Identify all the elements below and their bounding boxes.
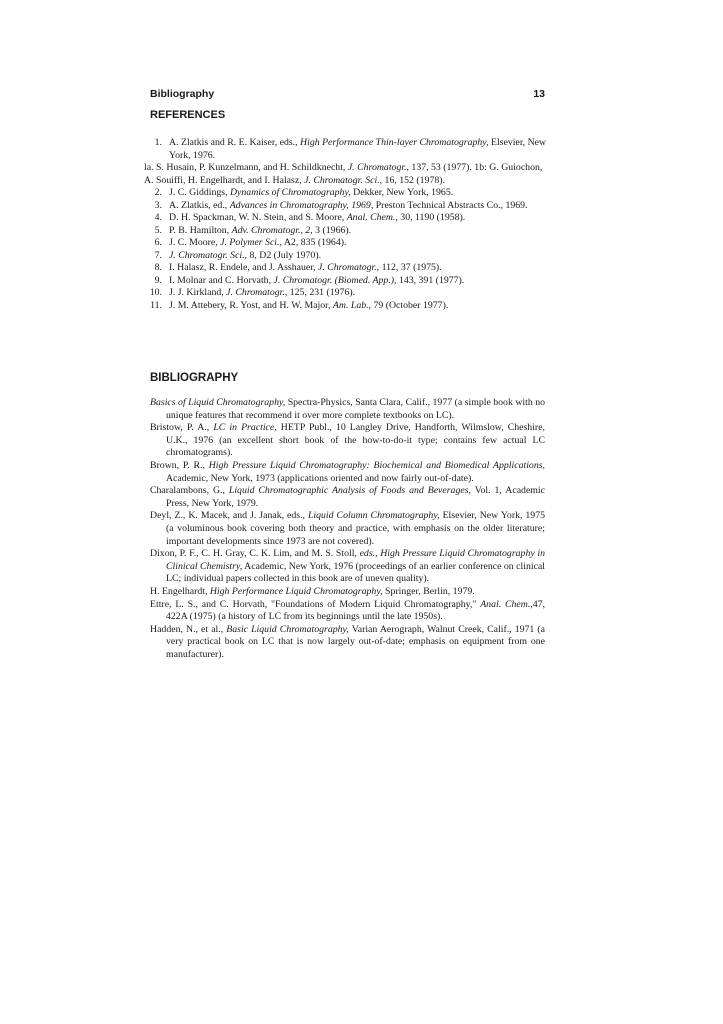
reference-text (169, 200, 549, 213)
text-run: 8, D2 (July 1970). (247, 249, 322, 261)
text-run: Elsevier, New York, 1976. (169, 137, 547, 161)
reference-text (169, 287, 549, 300)
reference-text (169, 212, 549, 225)
reference-item (144, 250, 549, 263)
reference-number: 10. (149, 287, 162, 298)
italic-title-run: J. Polymer Sci., (220, 237, 282, 248)
reference-text (169, 237, 549, 250)
reference-item (144, 162, 549, 187)
text-run: S. Husain, P. Kunzelmann, and H. Schildknecht, (153, 162, 348, 173)
italic-title-run: High Performance Thin-layer Chromatography, (300, 137, 489, 148)
text-run: Dixon, P. F., C. H. Gray, C. K. Lim, and M. S. Stoll, (150, 548, 360, 560)
italic-title-run: J. Chromatogr. (Biomed. App.), (273, 274, 397, 286)
bibliography-list (150, 397, 545, 661)
bibliography-entry (150, 510, 545, 548)
italic-title-run: Anal. Chem., (346, 212, 398, 223)
text-run: Vol. 1, Academic Press, New York, 1979. (166, 485, 545, 509)
reference-text (169, 262, 549, 275)
bibliography-entry (150, 485, 545, 510)
text-run: 16, 152 (1978). (382, 174, 445, 186)
text-run: I. Halasz, R. Endele, and J. Asshauer, (169, 262, 318, 273)
text-run: J. M. Attebery, R. Yost, and H. W. Major, (169, 299, 333, 311)
italic-title-run: Anal. Chem., (480, 598, 533, 610)
reference-number: 11. (150, 299, 162, 311)
text-run: 30, 1190 (1958). (397, 212, 466, 223)
text-run: J. J. Kirkland, (169, 287, 227, 298)
italic-title-run: eds., High Pressure Liquid Chromatography in Clinical Chemistry, (166, 548, 545, 572)
page-number: 13 (533, 88, 545, 100)
text-run: Spectra-Physics, Santa Clara, Calif., 1977 (a simple book with no unique features that recommend it over more complete textbooks on LC). (166, 397, 546, 421)
reference-item (144, 237, 549, 250)
bibliography-entry (150, 422, 545, 460)
text-run: A2, 835 (1964). (281, 237, 347, 248)
italic-title-run: Adv. Chromatogr., 2, (231, 224, 313, 236)
reference-number: 5. (154, 224, 162, 236)
running-head-title: Bibliography (150, 88, 215, 100)
reference-item (144, 262, 549, 275)
text-run: 137, 53 (1977). 1b: G. Guiochon, A. Souiffi, H. Engelhardt, and I. Halasz, (144, 162, 543, 186)
reference-text (169, 275, 549, 288)
text-run: Academic, New York, 1976 (proceedings of an earlier conference on clinical LC; individual papers collected in this book are of uneven quality). (166, 560, 546, 585)
italic-title-run: J. Chromatogr., (226, 287, 288, 298)
text-run: J. C. Moore, (169, 237, 221, 248)
text-run: Ettre, L. S., and C. Horvath, "Foundations of Modern Liquid Chromatography," (150, 598, 481, 610)
text-run: P. B. Hamilton, (169, 224, 232, 236)
reference-item (144, 300, 549, 313)
references-list (144, 137, 549, 312)
bibliography-entry (150, 460, 545, 485)
text-run: 143, 391 (1977). (396, 274, 465, 286)
text-run: Brown, P. R., (150, 459, 209, 471)
italic-title-run: Am. Lab., (332, 299, 372, 311)
bibliography-heading: BIBLIOGRAPHY (150, 372, 239, 384)
text-run: Charalambons, G., (150, 485, 229, 497)
reference-item (144, 137, 549, 162)
text-run: Deyl, Z., K. Macek, and J. Janak, eds., (150, 510, 308, 522)
text-run: H. Engelhardt, (150, 585, 210, 597)
reference-text (169, 187, 549, 200)
reference-item (144, 275, 549, 288)
text-run: A. Zlatkis, ed., (169, 199, 230, 211)
reference-number: la. (144, 162, 154, 173)
reference-number: 4. (154, 212, 162, 223)
reference-text (144, 162, 542, 186)
text-run: Elsevier, New York, 1975 (a voluminous book covering both theory and practice, with emphasis on the older literature; important developments since 1973 are not covered). (166, 510, 545, 547)
italic-title-run: Liquid Column Chromatography, (307, 510, 440, 522)
text-run: HETP Publ., 10 Langley Drive, Handforth, Wilmslow, Cheshire, U.K., 1976 (an excellent short book of the how-to-do-it type; contains few actual LC chromatograms). (166, 422, 545, 459)
italic-title-run: J. Chromatogr., (347, 162, 409, 173)
italic-title-run: LC in Practice, (213, 422, 277, 434)
text-run: Academic, New York, 1973 (applications oriented and now fairly out-of-date). (166, 472, 474, 484)
italic-title-run: J. Chromatogr. Sci., (304, 174, 383, 186)
italic-title-run: Basic Liquid Chromatography, (226, 623, 349, 635)
text-run: Dekker, New York, 1965. (350, 187, 454, 198)
bibliography-entry (150, 548, 545, 586)
italic-title-run: High Pressure Liquid Chromatography: Biochemical and Biomedical Applications, (208, 459, 545, 471)
bibliography-entry (150, 586, 545, 599)
italic-title-run: High Performance Liquid Chromatography, (209, 585, 383, 597)
text-run: J. C. Giddings, (169, 187, 230, 198)
reference-text (169, 137, 549, 162)
text-run: Springer, Berlin, 1979. (382, 585, 475, 597)
reference-number: 3. (154, 199, 162, 211)
reference-item (144, 200, 549, 213)
text-run: 125, 231 (1976). (287, 287, 356, 298)
text-run: 112, 37 (1975). (379, 262, 442, 273)
reference-number: 7. (154, 249, 162, 261)
reference-number: 1. (154, 137, 162, 148)
text-run: 3 (1966). (312, 224, 352, 236)
bibliography-entry (150, 599, 545, 624)
text-run: 79 (October 1977). (371, 299, 449, 311)
reference-number: 6. (154, 237, 162, 248)
reference-number: 8. (154, 262, 162, 273)
text-run: Bristow, P. A., (150, 422, 214, 434)
reference-item (144, 287, 549, 300)
italic-title-run: Basics of Liquid Chromatography, (150, 397, 286, 408)
reference-number: 2. (154, 187, 162, 198)
text-run: A. Zlatkis and R. E. Kaiser, eds., (169, 137, 301, 148)
text-run: Varian Aerograph, Walnut Creek, Calif., 1971 (a very practical book on LC that is now largely out-of-date; emphasis on equipment from one manufacturer). (166, 623, 545, 660)
text-run: Preston Technical Abstracts Co., 1969. (373, 199, 528, 211)
reference-text (169, 250, 549, 263)
text-run: D. H. Spackman, W. N. Stein, and S. Moore, (169, 212, 347, 223)
bibliography-entry (150, 624, 545, 662)
references-heading: REFERENCES (150, 109, 226, 121)
italic-title-run: J. Chromatogr., (317, 262, 380, 273)
running-head (150, 88, 545, 102)
reference-text (169, 225, 549, 238)
italic-title-run: J. Chromatogr. Sci., (169, 249, 248, 261)
text-run: Hadden, N., et al., (150, 623, 227, 635)
reference-item (144, 225, 549, 238)
text-run: 47, 422A (1975) (a history of LC from its beginnings until the late 1950s). (166, 598, 546, 623)
reference-number: 9. (154, 274, 162, 286)
italic-title-run: Advances in Chromatography, 1969, (229, 199, 374, 211)
reference-item (144, 212, 549, 225)
italic-title-run: Dynamics of Chromatography, (229, 187, 351, 198)
reference-item (144, 187, 549, 200)
text-run: I. Molnar and C. Horvath, (169, 274, 274, 286)
bibliography-entry (150, 397, 545, 422)
italic-title-run: Liquid Chromatographic Analysis of Foods and Beverages, (228, 485, 471, 497)
reference-text (169, 300, 549, 313)
